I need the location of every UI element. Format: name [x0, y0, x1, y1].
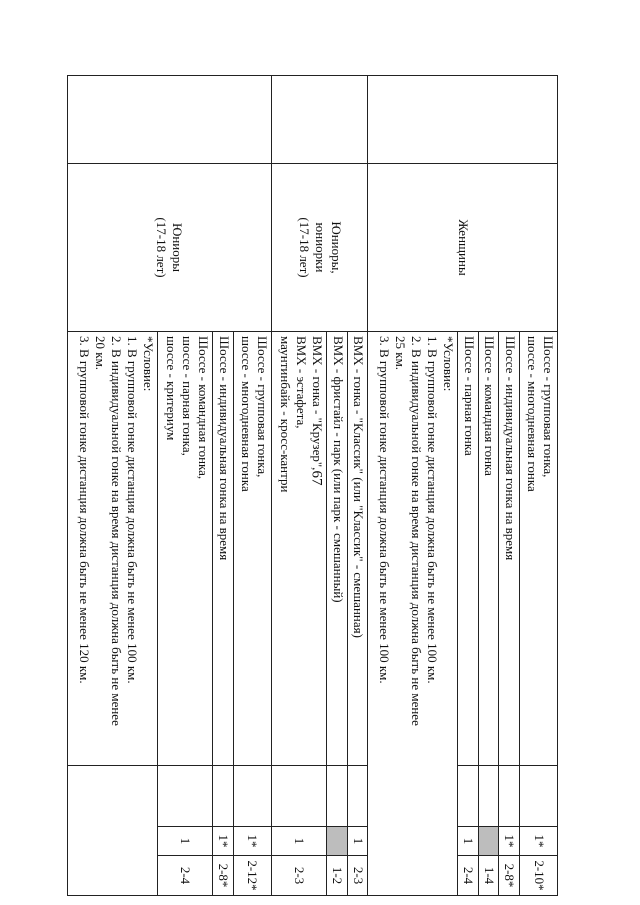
blank-cell — [213, 766, 234, 827]
event-cell: Шоссе - индивидуальная гонка на время — [213, 332, 234, 766]
range-value: 2-10* — [520, 856, 558, 896]
event-cell: Шоссе - парная гонка — [458, 332, 479, 766]
place-value: 1* — [233, 827, 271, 856]
blank-cell — [499, 766, 520, 827]
event-cell: BMX - гонка - "Классик" (или "Классик" - смешанная) — [347, 332, 368, 766]
place-value: 1* — [213, 827, 234, 856]
blank-cell — [478, 766, 499, 827]
event-cell: Шоссе - индивидуальная гонка на время — [499, 332, 520, 766]
blank-cell — [233, 766, 271, 827]
empty-cell — [271, 76, 367, 164]
table-row — [233, 76, 271, 896]
range-value: 2-4 — [458, 856, 479, 896]
category-juniors-mixed: Юниоры, юниорки (17-18 лет) — [271, 164, 367, 332]
shaded-cell — [478, 827, 499, 856]
empty-cell — [68, 76, 272, 164]
range-value: 2-3 — [271, 856, 326, 896]
conditions-juniors: *Условие: 1. В групповой гонке дистанция должна быть не менее 100 км. 2. В индивидуальной гонке на время дистанция должна быть не менее 20 км. 3. В групповой гонке дистанция должна быть не менее 120 км. — [68, 332, 158, 766]
event-cell: Шоссе - командная гонка, шоссе - парная гонка, шоссе - критериум — [158, 332, 213, 766]
range-value: 1-2 — [327, 856, 348, 896]
range-value: 2-8* — [499, 856, 520, 896]
classification-table — [67, 75, 558, 896]
conditions-women: *Условие: 1. В групповой гонке дистанция должна быть не менее 100 км. 2. В индивидуальной гонке на время дистанция должна быть не менее 25 км. 3. В групповой гонке дистанция должна быть не менее 100 км. — [368, 332, 458, 896]
range-value: 2-4 — [158, 856, 213, 896]
range-value: 2-3 — [347, 856, 368, 896]
category-women: Женщины — [368, 164, 558, 332]
blank-cell — [458, 766, 479, 827]
blank-cell — [158, 766, 213, 827]
blank-cell — [327, 766, 348, 827]
table-row — [347, 76, 368, 896]
empty-cell — [368, 76, 558, 164]
place-value: 1 — [458, 827, 479, 856]
place-value: 1* — [520, 827, 558, 856]
blank-cell — [520, 766, 558, 827]
range-value: 2-12* — [233, 856, 271, 896]
event-cell: Шоссе - групповая гонка, шоссе - многодневная гонка — [520, 332, 558, 766]
event-cell: Шоссе - командная гонка — [478, 332, 499, 766]
page-number: 67 — [308, 470, 325, 486]
range-value: 2-8* — [213, 856, 234, 896]
place-value: 1 — [271, 827, 326, 856]
blank-cell — [68, 766, 158, 896]
event-cell: Шоссе - групповая гонка, шоссе - многодневная гонка — [233, 332, 271, 766]
blank-cell — [271, 766, 326, 827]
event-cell: BMX - фристайл - парк (или парк - смешанный) — [327, 332, 348, 766]
range-value: 1-4 — [478, 856, 499, 896]
event-cell: BMX - гонка - "Крузер", BMX - эстафета, маунтинбайк - кросс-кантри — [271, 332, 326, 766]
table-row — [520, 76, 558, 896]
blank-cell — [347, 766, 368, 827]
place-value: 1 — [347, 827, 368, 856]
category-juniors-men: Юниоры (17-18 лет) — [68, 164, 272, 332]
shaded-cell — [327, 827, 348, 856]
place-value: 1 — [158, 827, 213, 856]
place-value: 1* — [499, 827, 520, 856]
rotated-table-wrapper — [67, 75, 558, 895]
